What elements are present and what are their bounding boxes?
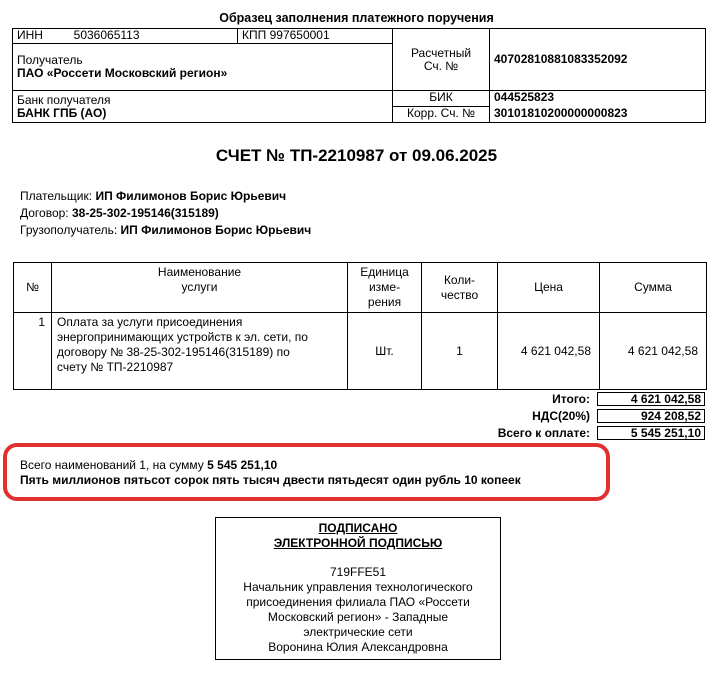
bik-label: БИК [429,90,453,104]
corr-label-cell [393,107,490,123]
corr-label: Корр. Сч. № [406,106,475,120]
row-unit: Шт. [348,313,422,390]
header-sum: Сумма [600,263,707,313]
items-table [13,262,707,390]
corr-value: 30101810200000000823 [494,105,628,120]
bank-value: БАНК ГПБ (АО) [17,105,107,120]
row-sum: 4 621 042,58 [600,313,707,390]
row-name-line-4: счету № ТП-2210987 [57,360,174,374]
vat-value: 924 208,52 [597,409,705,423]
bik-label-cell [393,91,490,107]
account-label-cell [393,29,490,91]
row-name-line-2: энергопринимающих устройств к эл. сети, по [57,330,308,344]
items-header-row [14,263,707,313]
payer-value: ИП Филимонов Борис Юрьевич [95,189,287,203]
row-name-line-3: договору № 38-25-302-195146(315189) по [57,345,290,359]
payer-line [20,189,286,203]
stamp-title-1: ПОДПИСАНО [318,521,398,535]
header-name-1: Наименование [157,265,242,279]
corr-value-cell [490,107,706,123]
kpp-label: КПП [242,28,267,42]
bank-label: Банк получателя [17,92,111,107]
total-label: Всего к оплате: [497,426,590,440]
header-qty-2: чество [440,287,479,302]
stamp-line-1: Начальник управления технологического [243,580,473,594]
electronic-signature-stamp [215,517,501,660]
subtotal-label: Итого: [552,392,590,406]
contract-label: Договор: [20,206,69,220]
stamp-code: 719FFE51 [329,565,387,579]
stamp-signer: Воронина Юлия Александровна [268,640,448,654]
consignee-label: Грузополучатель: [20,223,118,237]
consignee-line [20,223,311,237]
bank-requisites-table [12,28,706,123]
row-num: 1 [14,313,52,390]
account-value-cell [490,29,706,91]
row-qty: 1 [422,313,498,390]
consignee-value: ИП Филимонов Борис Юрьевич [120,223,312,237]
summary-line-1 [20,458,277,472]
summary-count-text: Всего наименований 1, на сумму [20,458,204,472]
recipient-value: ПАО «Россети Московский регион» [17,66,228,80]
inn-label: ИНН [17,28,43,42]
summary-highlight-box [3,443,610,501]
recipient-label: Получатель [17,53,83,67]
payer-label: Плательщик: [20,189,93,203]
kpp-cell [238,29,393,44]
header-unit-2: изме- [368,280,401,294]
header-unit-1: Единица [360,265,409,279]
header-num: № [14,263,52,313]
header-unit [348,263,422,313]
header-unit-3: рения [367,295,402,309]
stamp-title-2: ЭЛЕКТРОННОЙ ПОДПИСЬЮ [273,536,443,550]
payment-order-sample-title: Образец заполнения платежного поручения [219,11,494,25]
account-value: 40702810881083352092 [494,52,628,66]
bank-cell [13,91,393,123]
bik-value: 044525823 [494,90,555,104]
row-name-line-1: Оплата за услуги присоединения [57,315,243,329]
header-qty [422,263,498,313]
bik-value-cell [490,91,706,107]
header-qty-1: Коли- [443,272,476,287]
contract-line [20,206,219,220]
vat-label: НДС(20%) [532,409,590,423]
stamp-line-4: электрические сети [303,625,413,639]
header-price: Цена [498,263,600,313]
table-row [14,313,707,390]
recipient-cell [13,44,393,91]
row-price: 4 621 042,58 [498,313,600,390]
account-label-2: Сч. № [423,58,459,73]
header-name [52,263,348,313]
invoice-title: СЧЕТ № ТП-2210987 от 09.06.2025 [215,146,498,165]
header-name-2: услуги [181,280,218,294]
inn-value: 5036065113 [73,28,140,42]
kpp-value: 997650001 [269,28,330,42]
row-name [52,313,348,390]
inn-cell [13,29,238,44]
total-value: 5 545 251,10 [597,426,705,440]
account-label-1: Расчетный [410,45,472,60]
stamp-line-3: Московский регион» - Западные [267,610,449,624]
subtotal-value: 4 621 042,58 [597,392,705,406]
summary-amount: 5 545 251,10 [207,458,278,472]
summary-amount-in-words: Пять миллионов пятьсот сорок пять тысяч двести пятьдесят один рубль 10 копеек [20,473,521,487]
contract-value: 38-25-302-195146(315189) [72,206,219,220]
stamp-line-2: присоединения филиала ПАО «Россети [246,595,470,609]
